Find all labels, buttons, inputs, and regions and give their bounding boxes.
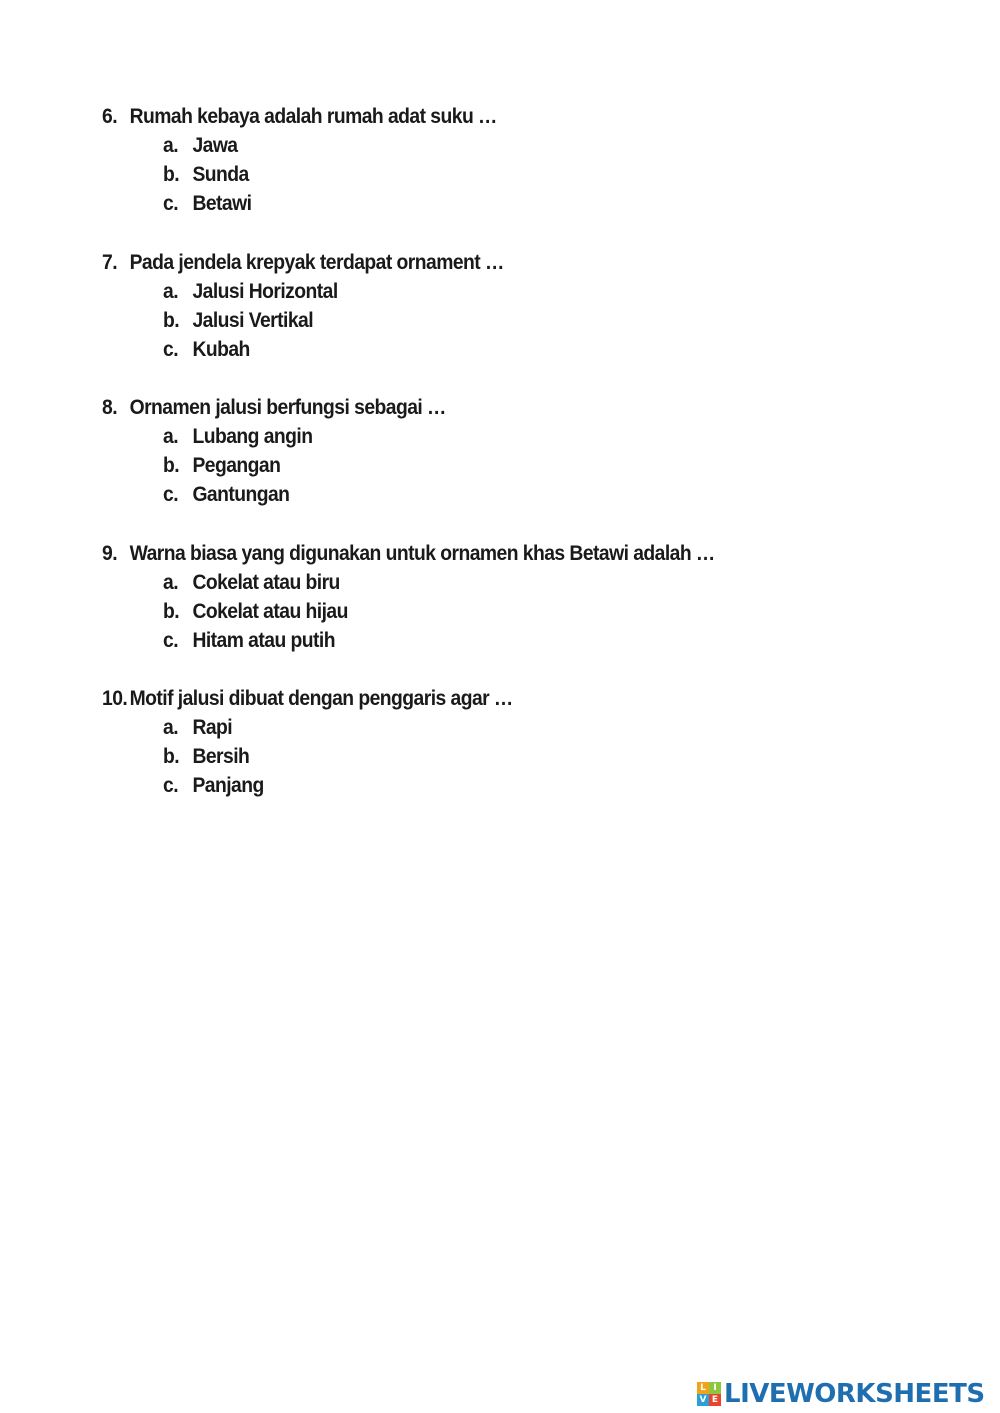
option-a[interactable] xyxy=(163,424,312,450)
option-letter: c. xyxy=(163,192,179,215)
liveworksheets-logo-icon xyxy=(697,1382,721,1406)
question-text: Ornamen jalusi berfungsi sebagai … xyxy=(129,396,446,419)
option-b[interactable] xyxy=(163,453,280,479)
option-b[interactable] xyxy=(163,162,249,188)
option-letter: a. xyxy=(163,280,179,303)
question-text-line xyxy=(102,686,513,712)
option-b[interactable] xyxy=(163,308,313,334)
option-c[interactable] xyxy=(163,773,264,799)
option-letter: c. xyxy=(163,629,179,652)
question-text: Pada jendela krepyak terdapat ornament … xyxy=(129,251,504,274)
liveworksheets-logo xyxy=(697,1378,985,1410)
option-letter: b. xyxy=(163,600,180,623)
option-a[interactable] xyxy=(163,570,340,596)
option-c[interactable] xyxy=(163,628,335,654)
option-letter: b. xyxy=(163,309,180,332)
option-text: Jawa xyxy=(192,134,238,157)
question-text: Motif jalusi dibuat dengan penggaris agar … xyxy=(129,687,513,710)
option-text: Lubang angin xyxy=(192,425,313,448)
logo-icon-tile: L xyxy=(697,1382,709,1394)
option-letter: a. xyxy=(163,425,179,448)
option-letter: b. xyxy=(163,454,180,477)
question-number: 9. xyxy=(102,542,118,565)
option-letter: a. xyxy=(163,134,179,157)
question-number: 7. xyxy=(102,251,118,274)
question-text: Warna biasa yang digunakan untuk ornamen khas Betawi adalah … xyxy=(129,542,715,565)
logo-icon-tile: E xyxy=(709,1394,721,1406)
option-text: Pegangan xyxy=(192,454,281,477)
question-number: 6. xyxy=(102,105,118,128)
option-text: Betawi xyxy=(192,192,252,215)
question-text-line xyxy=(102,104,497,130)
logo-icon-tile: I xyxy=(709,1382,721,1394)
option-letter: c. xyxy=(163,338,179,361)
option-text: Cokelat atau hijau xyxy=(192,600,348,623)
option-text: Kubah xyxy=(192,338,250,361)
option-letter: a. xyxy=(163,571,179,594)
option-text: Gantungan xyxy=(192,483,290,506)
option-text: Bersih xyxy=(192,745,250,768)
question-text-line xyxy=(102,395,446,421)
question-number: 10. xyxy=(102,687,128,710)
option-text: Hitam atau putih xyxy=(192,629,335,652)
option-letter: b. xyxy=(163,163,180,186)
option-text: Cokelat atau biru xyxy=(192,571,340,594)
option-letter: c. xyxy=(163,774,179,797)
option-b[interactable] xyxy=(163,744,249,770)
option-c[interactable] xyxy=(163,482,289,508)
option-letter: a. xyxy=(163,716,179,739)
question-text: Rumah kebaya adalah rumah adat suku … xyxy=(129,105,497,128)
option-c[interactable] xyxy=(163,337,250,363)
option-b[interactable] xyxy=(163,599,348,625)
question-text-line xyxy=(102,250,504,276)
logo-text: LIVEWORKSHEETS xyxy=(724,1379,985,1409)
question-number: 8. xyxy=(102,396,118,419)
option-text: Jalusi Horizontal xyxy=(192,280,338,303)
option-text: Rapi xyxy=(192,716,233,739)
option-letter: b. xyxy=(163,745,180,768)
question-text-line xyxy=(102,541,715,567)
option-text: Sunda xyxy=(192,163,249,186)
option-a[interactable] xyxy=(163,279,338,305)
option-text: Jalusi Vertikal xyxy=(192,309,314,332)
option-letter: c. xyxy=(163,483,179,506)
option-a[interactable] xyxy=(163,715,232,741)
option-c[interactable] xyxy=(163,191,251,217)
option-text: Panjang xyxy=(192,774,264,797)
option-a[interactable] xyxy=(163,133,238,159)
logo-icon-tile: V xyxy=(697,1394,709,1406)
